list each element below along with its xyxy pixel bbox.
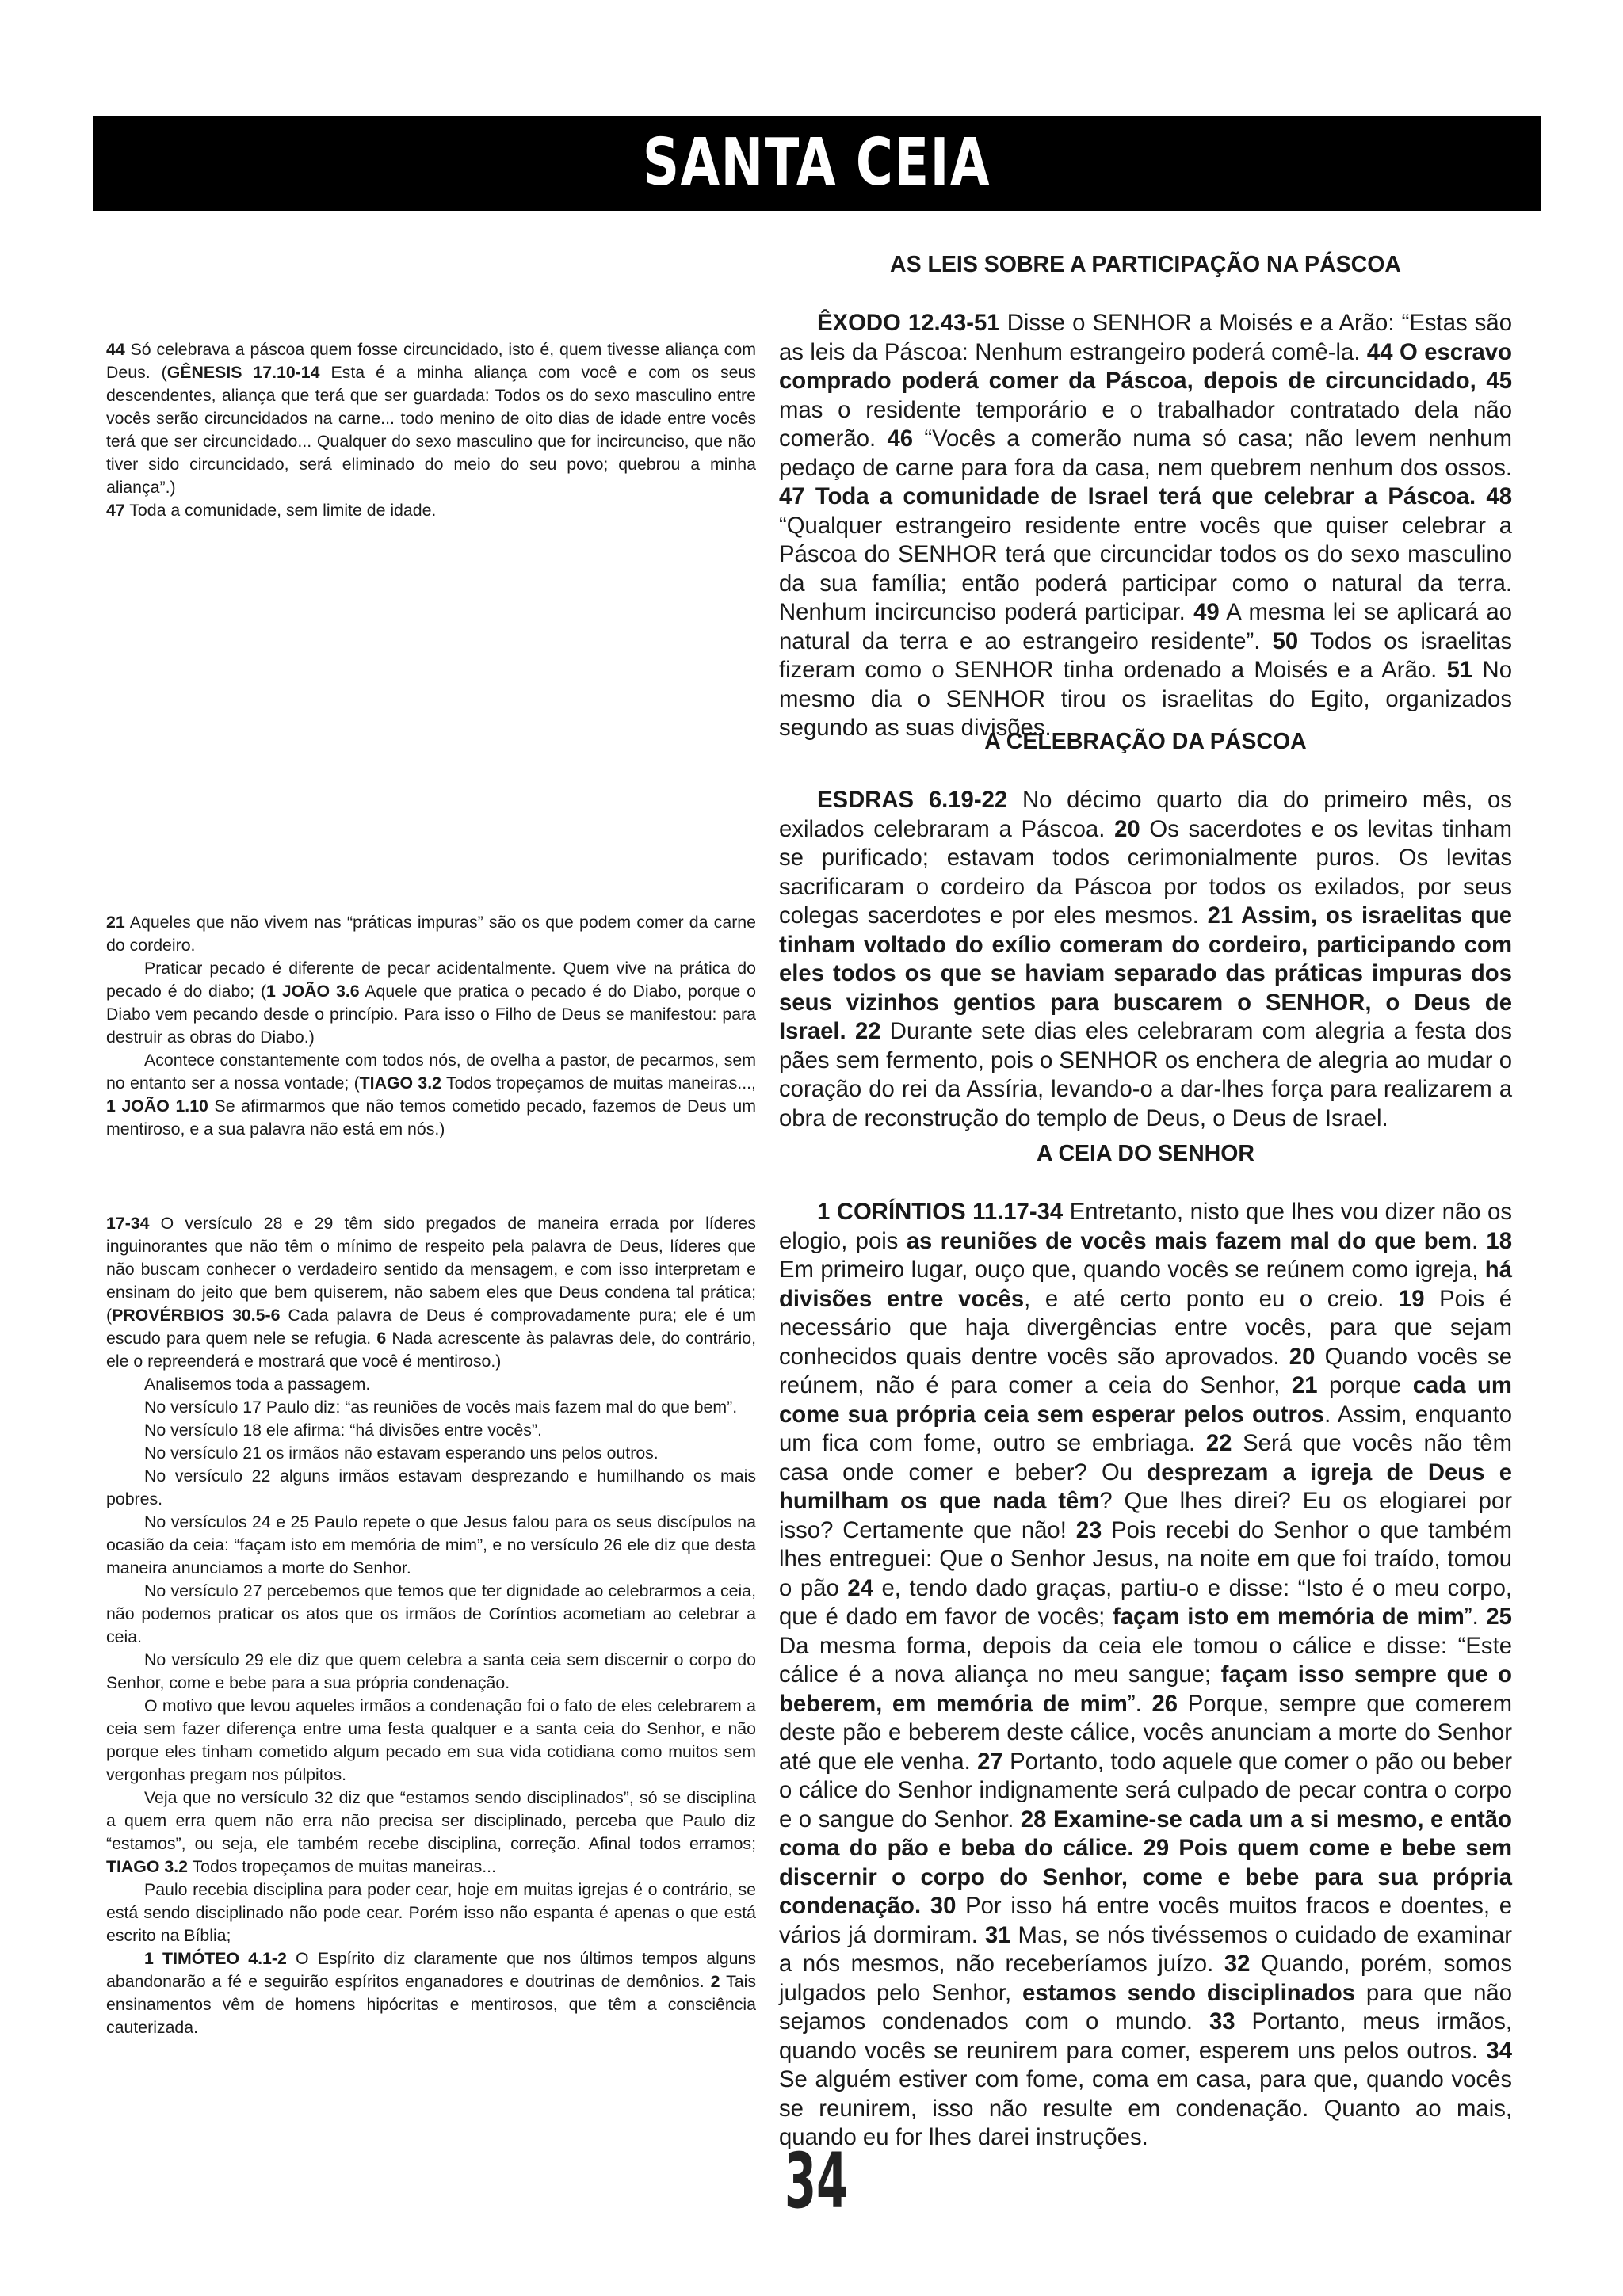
left-commentary-block-1 (106, 338, 756, 522)
commentary-paragraph: Paulo recebia disciplina para poder cear, hoje em muitas igrejas é o contrário, se está sendo disciplinado não pode cear. Porém isso não espanta é apenas o que está escrito na Bíblia; (106, 1880, 756, 1945)
section-heading-celebration: A CELEBRAÇÃO DA PÁSCOA (984, 729, 1307, 754)
commentary-paragraph: No versículo 17 Paulo diz: “as reuniões de vocês mais fazem mal do que bem”. (144, 1398, 738, 1417)
page-number: 34 (785, 2137, 849, 2225)
section-heading-lords-supper: A CEIA DO SENHOR (1037, 1141, 1254, 1166)
commentary-paragraph: Acontece constantemente com todos nós, de ovelha a pastor, de pecarmos, sem no entanto ser a nossa vontade; (TIAGO 3.2 Todos tropeçamos de muitas maneiras..., 1 JOÃO 1.10 Se afirmarmos que não temos cometido pecado, fazemos de Deus um mentiroso, e a sua palavra não está em nós.) (106, 1051, 756, 1138)
commentary-paragraph: 1 TIMÓTEO 4.1-2 O Espírito diz claramente que nos últimos tempos alguns abandonarão a fé e seguirão espíritos enganadores e doutrinas de demônios. 2 Tais ensinamentos vêm de homens hipócritas e mentirosos, que têm a consciência cauterizada. (106, 1949, 756, 2037)
scripture-paragraph: ÊXODO 12.43-51 Disse o SENHOR a Moisés e a Arão: “Estas são as leis da Páscoa: Nenhum estrangeiro poderá comê-la. 44 O escravo comprado poderá comer da Páscoa, depois de circuncidado, 45 mas o residente temporário e o trabalhador contratado dela não comerão. 46 “Vocês a comerão numa só casa; não levem nenhum pedaço de carne para fora da casa, nem quebrem nenhum dos ossos. 47 Toda a comunidade de Israel terá que celebrar a Páscoa. 48 “Qualquer estrangeiro residente entre vocês que quiser celebrar a Páscoa do SENHOR terá que circuncidar todos os do sexo masculino da sua família; então poderá participar como o natural da terra. Nenhum incircunciso poderá participar. 49 A mesma lei se aplicará ao natural da terra e ao estrangeiro residente”. 50 Todos os israelitas fizeram como o SENHOR tinha ordenado a Moisés e a Arão. 51 No mesmo dia o SENHOR tirou os israelitas do Egito, organizados segundo as suas divisões. (779, 310, 1513, 741)
scripture-paragraph: 1 CORÍNTIOS 11.17-34 Entretanto, nisto que lhes vou dizer não os elogio, pois as reuniões de vocês mais fazem mal do que bem. 18 Em primeiro lugar, ouço que, quando vocês se reúnem como igreja, há divisões entre vocês, e até certo ponto eu o creio. 19 Pois é necessário que haja divergências entre vocês, para que sejam conhecidos quais dentre vocês são aprovados. 20 Quando vocês se reúnem, não é para comer a ceia do Senhor, 21 porque cada um come sua própria ceia sem esperar pelos outros. Assim, enquanto um fica com fome, outro se embriaga. 22 Será que vocês não têm casa onde comer e beber? Ou desprezam a igreja de Deus e humilham os que nada têm? Que lhes direi? Eu os elogiarei por isso? Certamente que não! 23 Pois recebi do Senhor o que também lhes entreguei: Que o Senhor Jesus, na noite em que foi traído, tomou o pão 24 e, tendo dado graças, partiu-o e disse: “Isto é o meu corpo, que é dado em favor de vocês; façam isto em memória de mim”. 25 Da mesma forma, depois da ceia ele tomou o cálice e disse: “Este cálice é a nova aliança no meu sangue; façam isso sempre que o beberem, em memória de mim”. 26 Porque, sempre que comerem deste pão e beberem deste cálice, vocês anunciam a morte do Senhor até que ele venha. 27 Portanto, todo aquele que comer o pão ou beber o cálice do Senhor indignamente será culpado de pecar contra o corpo e o sangue do Senhor. 28 Examine-se cada um a si mesmo, e então coma do pão e beba do cálice. 29 Pois quem come e bebe sem discernir o corpo do Senhor, come e bebe para sua própria condenação. 30 Por isso há entre vocês muitos fracos e doentes, e vários já dormiram. 31 Mas, se nós tivéssemos o cuidado de examinar a nós mesmos, não receberíamos juízo. 32 Quando, porém, somos julgados pelo Senhor, estamos sendo disciplinados para que não sejamos condenados com o mundo. 33 Portanto, meus irmãos, quando vocês se reunirem para comer, esperem uns pelos outros. 34 Se alguém estiver com fome, coma em casa, para que, quando vocês se reunirem, isso não resulte em condenação. Quanto ao mais, quando eu for lhes darei instruções. (779, 1199, 1513, 2150)
commentary-paragraph: 17-34 O versículo 28 e 29 têm sido pregados de maneira errada por líderes inguinorantes que não têm o mínimo de respeito pela palavra de Deus, líderes que não buscam conhecer o verdadeiro sentido da mensagem, e com isso interpretam e ensinam do jeito que bem quiserem, não sabem eles que Deus condena tal prática; (PROVÉRBIOS 30.5-6 Cada palavra de Deus é comprovadamente pura; ele é um escudo para quem nele se refugia. 6 Nada acrescente às palavras dele, do contrário, ele o repreenderá e mostrará que você é mentiroso.) (106, 1214, 756, 1371)
commentary-paragraph: 44 Só celebrava a páscoa quem fosse circuncidado, isto é, quem tivesse aliança com Deus. (GÊNESIS 17.10-14 Esta é a minha aliança com você e com os seus descendentes, aliança que terá que ser guardada: Todos os do sexo masculino entre vocês serão circuncidados na carne... todo menino de oito dias de idade entre vocês terá que ser circuncidado... Qualquer do sexo masculino que for incircunciso, que não tiver sido circuncidado, será eliminado do meio do seu povo; quebrou a minha aliança”.) (106, 340, 756, 497)
scripture-esdras (779, 786, 1512, 1133)
commentary-paragraph: No versículo 21 os irmãos não estavam esperando uns pelos outros. (144, 1444, 659, 1463)
page-title: SANTA CEIA (642, 125, 991, 200)
commentary-paragraph: No versículo 22 alguns irmãos estavam desprezando e humilhando os mais pobres. (106, 1466, 756, 1508)
scripture-exodo (779, 309, 1512, 743)
scripture-corintios (779, 1198, 1512, 2153)
section-heading-laws: AS LEIS SOBRE A PARTICIPAÇÃO NA PÁSCOA (890, 252, 1401, 277)
title-banner (93, 116, 1541, 211)
commentary-paragraph: No versículo 18 ele afirma: “há divisões entre vocês”. (144, 1421, 542, 1440)
commentary-paragraph: 21 Aqueles que não vivem nas “práticas impuras” são os que podem comer da carne do cordeiro. (106, 913, 756, 955)
commentary-paragraph: Praticar pecado é diferente de pecar acidentalmente. Quem vive na prática do pecado é do diabo; (1 JOÃO 3.6 Aquele que pratica o pecado é do Diabo, porque o Diabo vem pecando desde o princípio. Para isso o Filho de Deus se manifestou: para destruir as obras do Diabo.) (106, 959, 756, 1047)
commentary-paragraph: Analisemos toda a passagem. (144, 1375, 371, 1394)
commentary-paragraph: Veja que no versículo 32 diz que “estamos sendo disciplinados”, só se disciplina a quem erra quem não erra não precisa ser disciplinado, perceba que Paulo diz “estamos”, ou seja, ele também recebe disciplina, correção. Afinal todos erramos; TIAGO 3.2 Todos tropeçamos de muitas maneiras... (106, 1788, 756, 1876)
left-commentary-block-3 (106, 1212, 756, 2039)
commentary-paragraph: No versículo 27 percebemos que temos que ter dignidade ao celebrarmos a ceia, não podemos praticar os atos que os irmãos de Coríntios acometiam ao celebrar a ceia. (106, 1581, 756, 1646)
scripture-paragraph: ESDRAS 6.19-22 No décimo quarto dia do primeiro mês, os exilados celebraram a Páscoa. 20 Os sacerdotes e os levitas tinham se purificado; estavam todos cerimonialmente puros. Os levitas sacrificaram o cordeiro da Páscoa por todos os exilados, por seus colegas sacerdotes e por eles mesmos. 21 Assim, os israelitas que tinham voltado do exílio comeram do cordeiro, participando com eles todos os que se haviam separado das práticas impuras dos seus vizinhos gentios para buscarem o SENHOR, o Deus de Israel. 22 Durante sete dias eles celebraram com alegria a festa dos pães sem fermento, pois o SENHOR os enchera de alegria ao mudar o coração do rei da Assíria, levando-o a dar-lhes força para realizarem a obra de reconstrução do templo de Deus, o Deus de Israel. (779, 787, 1513, 1131)
commentary-paragraph: 47 Toda a comunidade, sem limite de idade. (106, 501, 437, 520)
commentary-paragraph: No versículo 29 ele diz que quem celebra a santa ceia sem discernir o corpo do Senhor, come e bebe para a sua própria condenação. (106, 1650, 756, 1692)
commentary-paragraph: O motivo que levou aqueles irmãos a condenação foi o fato de eles celebrarem a ceia sem fazer diferença entre uma festa qualquer e a santa ceia do Senhor, e não porque eles tinham cometido algum pecado em sua vida cotidiana como muitos sem vergonhas pregam nos púlpitos. (106, 1696, 756, 1784)
commentary-paragraph: No versículos 24 e 25 Paulo repete o que Jesus falou para os seus discípulos na ocasião da ceia: “façam isto em memória de mim”, e no versículo 26 ele diz que desta maneira anunciamos a morte do Senhor. (106, 1512, 756, 1577)
left-commentary-block-2 (106, 911, 756, 1141)
